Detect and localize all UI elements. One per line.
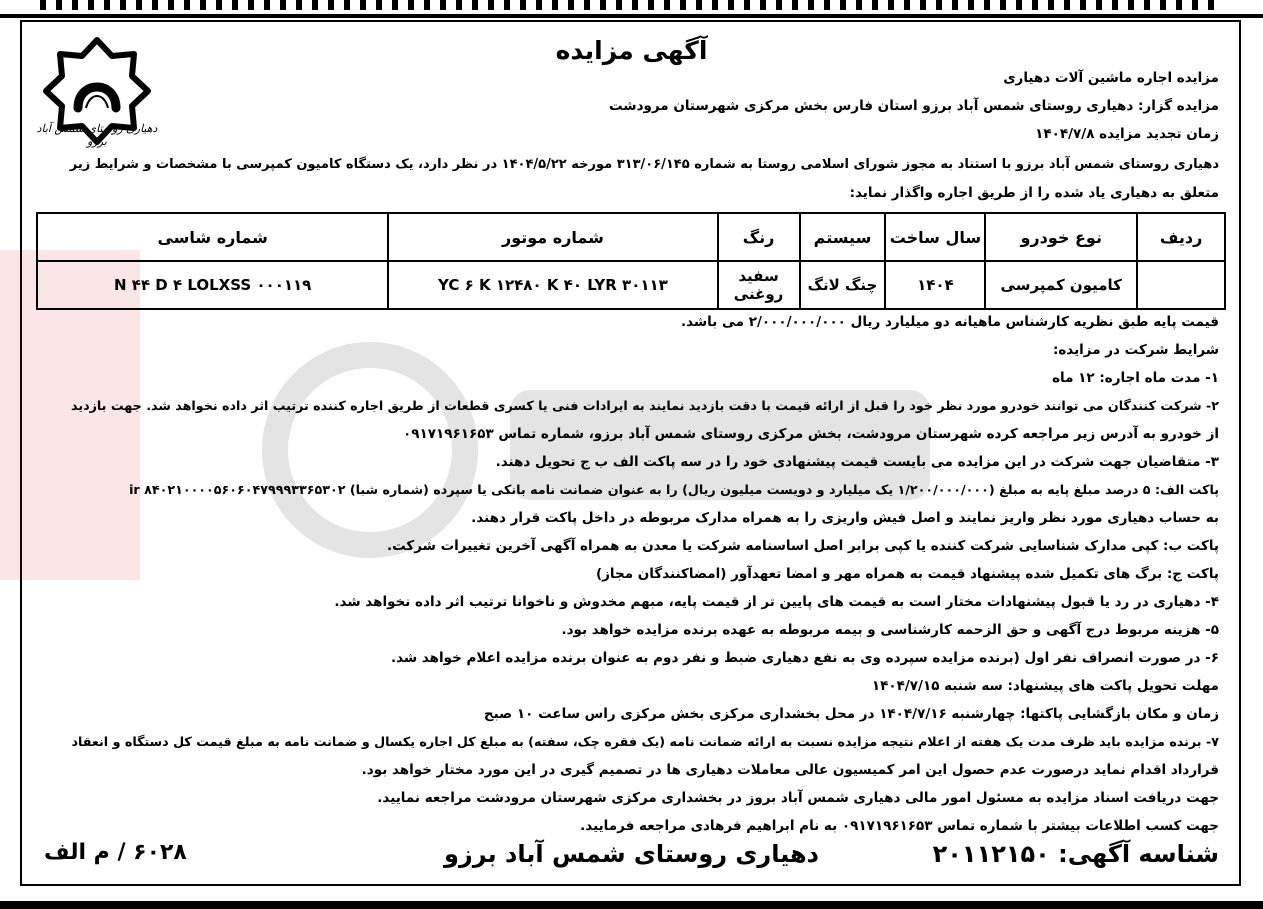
body-line: شرایط شرکت در مزایده: — [1052, 342, 1219, 358]
body-line: پاکت الف: ۵ درصد مبلغ پایه به مبلغ (۱/۲۰۰/۰۰۰/۰۰۰ یک میلیارد و دویست میلیون ریال) را به عنوان ضمانت نامه بانکی یا سپرده (شماره شبا) ir ۸۴۰۲۱۰۰۰۰۵۶۰۶۰۴۷۹۹۹۳۳۶۵۳۰۲ — [129, 482, 1219, 497]
intro-line: مزایده گزار: دهیاری روستای شمس آباد برزو استان فارس بخش مرکزی شهرستان مرودشت — [609, 98, 1219, 114]
body-line: قرارداد اقدام نماید درصورت عدم حصول این امر کمیسیون عالی معاملات دهیاری ها در تصمیم گیری در این مورد مختار خواهد بود. — [361, 762, 1219, 778]
table-cell: سفید روغنی — [718, 261, 800, 309]
body-line: ۲- شرکت کنندگان می توانند خودرو مورد نظر خود را قبل از ارائه قیمت با دقت بازدید نمایند به ایرادات فنی یا کسری قطعات از طریق اجاره کننده ترتیب اثر داده نخواهد شد. جهت بازدید — [71, 398, 1219, 413]
body-line: جهت کسب اطلاعات بیشتر با شماره تماس ۰۹۱۷۱۹۶۱۶۵۳ به نام ابراهیم فرهادی مراجعه فرمایید. — [580, 818, 1219, 834]
logo-caption: دهیاری روستای شمس آباد برزو — [36, 122, 158, 148]
body-line: ۶- در صورت انصراف نفر اول (برنده مزایده سپرده وی به نفع دهیاری ضبط و نفر دوم به عنوان برنده مزایده اعلام خواهد شد. — [390, 650, 1219, 666]
body-line: به حساب دهیاری مورد نظر واریز نمایند و اصل فیش واریزی را به همراه مدارک مربوطه در داخل پاکت قرار دهند. — [471, 510, 1219, 526]
table-header: رنگ — [718, 213, 800, 261]
table-cell: ۱۴۰۴ — [885, 261, 985, 309]
intro-line: متعلق به دهیاری یاد شده را از طریق اجاره واگذار نماید: — [849, 185, 1219, 201]
table-header: ردیف — [1137, 213, 1225, 261]
table-header: نوع خودرو — [985, 213, 1137, 261]
publisher-name: دهیاری روستای شمس آباد برزو — [444, 840, 819, 868]
body-line: ۳- متقاضیان جهت شرکت در این مزایده می بایست قیمت پیشنهادی خود را در سه پاکت الف ب ج تحویل دهند. — [495, 454, 1219, 470]
ad-title: آگهی مزایده — [555, 36, 708, 65]
table-header-row — [37, 213, 1225, 261]
table-header: سال ساخت — [885, 213, 985, 261]
body-line: ۷- برنده مزایده باید ظرف مدت یک هفته از اعلام نتیجه مزایده نسبت به ارائه ضمانت نامه (یک فقره چک، سفته) به مبلغ کل اجاره یکسال و ضمانت نامه به مبلغ قیمت کل دستگاه و انعقاد — [71, 734, 1219, 749]
body-line: ۱- مدت ماه اجاره: ۱۲ ماه — [1052, 370, 1219, 386]
body-line: قیمت پایه طبق نظریه کارشناس ماهیانه دو میلیارد ریال ۲/۰۰۰/۰۰۰/۰۰۰ می باشد. — [680, 314, 1219, 330]
body-line: زمان و مکان بازگشایی پاکتها: چهارشنبه ۱۴۰۴/۷/۱۶ در محل بخشداری مرکزی بخش مرکزی راس ساعت ۱۰ صبح — [483, 706, 1219, 722]
table-header: شماره شاسی — [37, 213, 388, 261]
ad-id: شناسه آگهی: ۲۰۱۱۲۱۵۰ — [932, 840, 1219, 868]
intro-line: دهیاری روستای شمس آباد برزو با استناد به مجوز شورای اسلامی روستا به شماره ۳۱۳/۰۶/۱۴۵ مورخه ۱۴۰۴/۵/۲۲ در نظر دارد، یک دستگاه کامیون کمپرسی با مشخصات و شرایط زیر — [69, 157, 1219, 172]
table-cell: چنگ لانگ — [800, 261, 886, 309]
intro-line: زمان تجدید مزایده ۱۴۰۴/۷/۸ — [1035, 126, 1219, 142]
ad-code: ۶۰۲۸ / م الف — [44, 840, 187, 865]
table-cell: کامیون کمپرسی — [985, 261, 1137, 309]
body-line: ۴- دهیاری در رد یا قبول پیشنهادات مختار است به قیمت های پایین تر از قیمت پایه، مبهم مخدوش و ناخوانا ترتیب اثر داده نخواهد شد. — [334, 594, 1219, 610]
table-cell — [1137, 261, 1225, 309]
table-cell: N ۴۴ D ۴ LOLXSS ۰۰۰۱۱۹ — [37, 261, 388, 309]
table-cell: YC ۶ K ۱۲۴۸۰ K ۴۰ LYR ۳۰۱۱۳ — [388, 261, 717, 309]
vehicle-spec-table — [36, 212, 1226, 310]
table-header: سیستم — [800, 213, 886, 261]
body-line: جهت دریافت اسناد مزایده به مسئول امور مالی دهیاری شمس آباد بروز در بخشداری مرکزی شهرستان مرودشت مراجعه نمایید. — [377, 790, 1219, 806]
table-header: شماره موتور — [388, 213, 717, 261]
body-line: پاکت ب: کپی مدارک شناسایی شرکت کننده یا کپی برابر اصل اساسنامه شرکت یا معدن به همراه آگهی آخرین تغییرات شرکت. — [386, 538, 1219, 554]
cropped-header-strip — [40, 0, 1223, 10]
body-line: مهلت تحویل پاکت های پیشنهاد: سه شنبه ۱۴۰۴/۷/۱۵ — [871, 678, 1219, 694]
bottom-border — [0, 901, 1263, 909]
top-border — [0, 0, 1263, 18]
body-line: پاکت ج: برگ های تکمیل شده پیشنهاد قیمت به همراه مهر و امضا تعهدآور (امضاکنندگان مجاز) — [595, 566, 1219, 582]
body-line: ۵- هزینه مربوط درج آگهی و حق الزحمه کارشناسی و بیمه مربوطه به عهده برنده مزایده خواهد بود. — [561, 622, 1219, 638]
table-row — [37, 261, 1225, 309]
body-line: از خودرو به آدرس زیر مراجعه کرده شهرستان مرودشت، بخش مرکزی روستای شمس آباد برزو، شماره تماس ۰۹۱۷۱۹۶۱۶۵۳ — [403, 426, 1219, 442]
intro-line: مزایده اجاره ماشین آلات دهیاری — [1003, 70, 1219, 86]
